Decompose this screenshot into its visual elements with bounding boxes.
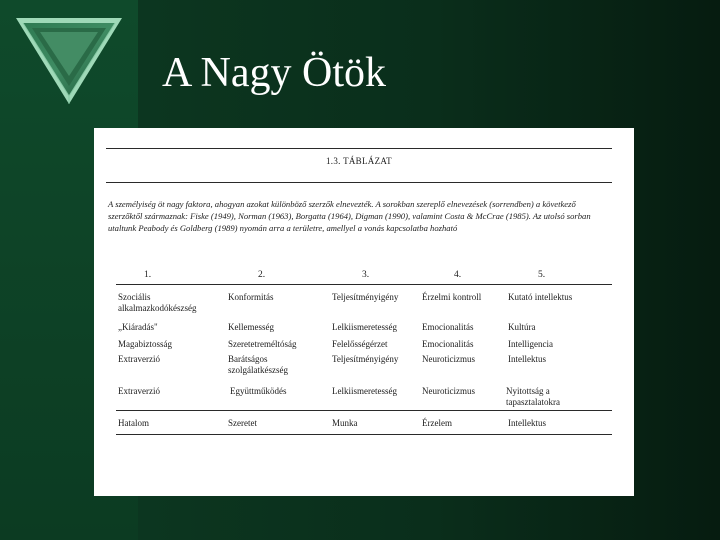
column-header: 2. bbox=[258, 270, 266, 280]
column-header: 4. bbox=[454, 270, 462, 280]
column-header: 1. bbox=[144, 270, 152, 280]
table-cell: Nyitottság a tapasztalatokra bbox=[506, 386, 560, 407]
footer-cell: Intellektus bbox=[508, 418, 546, 428]
big-five-table bbox=[106, 146, 612, 484]
table-cell: Extraverzió bbox=[118, 386, 160, 396]
table-cell: Felelősségérzet bbox=[332, 339, 388, 349]
table-intro-text: A személyiség öt nagy faktora, ahogyan azokat különböző szerzők elnevezték. A sorokban szereplő elnevezések (sorrendben) a következő szerzőktől származnak: Fiske (1949), Norman (1963), Borgatta (1964), Digman (1990), valamint Costa & McCrae (1985). Az utolsó sorban utaltunk Peabody és Goldberg (1989) nyomán arra a területre, amellyel a vonás kapcsolatba hozható bbox=[108, 199, 591, 234]
table-cell: Szeretetreméltóság bbox=[228, 339, 297, 349]
table-cell: Teljesítményigény bbox=[332, 292, 399, 302]
footer-rule bbox=[116, 410, 612, 411]
column-header: 5. bbox=[538, 270, 546, 280]
table-cell: Magabiztosság bbox=[118, 339, 172, 349]
table-cell: Intelligencia bbox=[508, 339, 553, 349]
table-caption: 1.3. TÁBLÁZAT bbox=[326, 156, 392, 166]
table-cell: Neuroticizmus bbox=[422, 354, 475, 364]
scanned-table-image bbox=[94, 128, 634, 496]
footer-cell: Hatalom bbox=[118, 418, 149, 428]
table-cell: Intellektus bbox=[508, 354, 546, 364]
footer-cell: Szeretet bbox=[228, 418, 257, 428]
triangle-emblem-icon bbox=[14, 14, 124, 106]
table-cell: Kellemesség bbox=[228, 322, 274, 332]
caption-rule bbox=[106, 182, 612, 183]
footer-cell: Érzelem bbox=[422, 418, 452, 428]
table-cell: Neuroticizmus bbox=[422, 386, 475, 396]
footer-cell: Munka bbox=[332, 418, 358, 428]
table-top-rule bbox=[106, 148, 612, 149]
table-cell: Teljesítményigény bbox=[332, 354, 399, 364]
table-cell: Konformitás bbox=[228, 292, 274, 302]
column-header: 3. bbox=[362, 270, 370, 280]
table-cell: Érzelmi kontroll bbox=[422, 292, 482, 302]
table-cell: Lelkiismeretesség bbox=[332, 386, 397, 396]
table-cell: Barátságos szolgálatkészség bbox=[228, 354, 288, 375]
table-cell: Kultúra bbox=[508, 322, 536, 332]
table-bottom-rule bbox=[116, 434, 612, 435]
table-cell: Emocionalitás bbox=[422, 339, 474, 349]
table-cell: „Kiáradás" bbox=[118, 322, 158, 332]
table-cell: Extraverzió bbox=[118, 354, 160, 364]
slide-title: A Nagy Ötök bbox=[162, 50, 386, 96]
table-cell: Szociális alkalmazkodókészség bbox=[118, 292, 197, 313]
table-cell: Emocionalitás bbox=[422, 322, 474, 332]
table-cell: Lelkiismeretesség bbox=[332, 322, 397, 332]
header-rule bbox=[116, 284, 612, 285]
table-cell: Együttműködés bbox=[230, 386, 287, 396]
table-cell: Kutató intellektus bbox=[508, 292, 573, 302]
